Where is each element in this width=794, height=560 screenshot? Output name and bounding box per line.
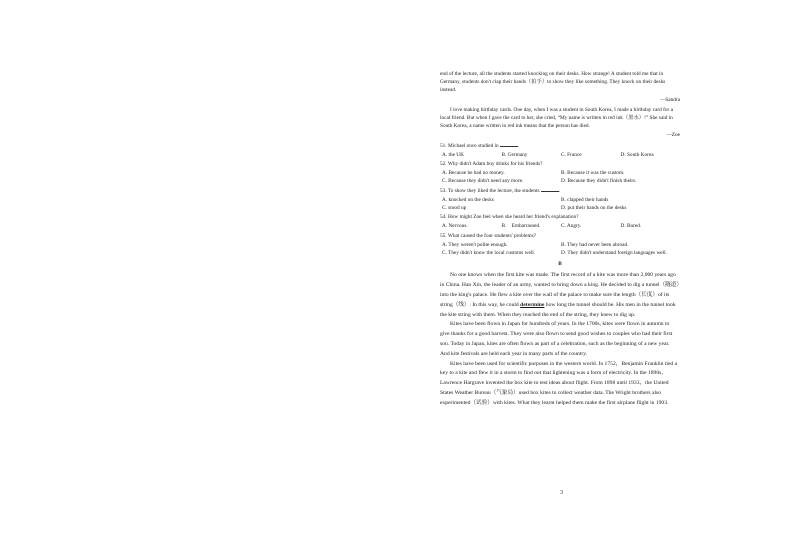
answer-option: D. They didn't understand foreign languages well.	[561, 250, 667, 257]
answer-option: B. They had never been abroad.	[561, 241, 629, 248]
answer-option: D. Bored.	[620, 223, 642, 230]
question-stem-text: 53. To show they liked the lecture, the students	[440, 187, 540, 194]
option-list	[440, 222, 680, 230]
passage-b-paragraph-2: Kites have been flown in Japan for hundreds of years. In the 1700s, kites were flown in autumn to give thanks for a good harvest. They were also flown to send good wishes to couples who had their first son. Today in Japan, kites are often flown as part of a celebration, such as the beginning of a new year. And kite festivals are held each year in many parts of the country.	[440, 321, 673, 357]
answer-option: A. Because he had no money.	[442, 170, 505, 177]
question-53	[440, 187, 680, 213]
option-list	[440, 196, 680, 212]
question-stem-text: 52. Why didn't Adam buy drinks for his friends?	[440, 161, 543, 168]
answer-option: C. stood up	[442, 205, 467, 212]
signature-sandra: —Sandra	[659, 96, 680, 103]
option-list	[440, 241, 680, 257]
answer-blank	[541, 187, 559, 192]
question-55	[440, 232, 680, 258]
passage-b-paragraph-1	[440, 271, 680, 320]
answer-option: A. knocked on the desks	[442, 196, 494, 203]
answer-option: D. Because they didn't finish theirs.	[561, 178, 637, 185]
passage-a-paragraph-1: end of the lecture, all the students started knocking on their desks. How strange! A student told me that in Germany, students don't clap their hands（拍手）to show they like something. They knock on their desks instead.	[440, 71, 666, 94]
answer-option: C. They didn't know the local customs well.	[442, 250, 536, 257]
question-stem-end: .	[558, 187, 561, 194]
passage-b-p1-text-before: No one knows when the first kite was made. The first record of a kite was more than 2,000 years ago in China. Han Xin, the leader of an army, wanted to bring down a king. He decided to dig a tunnel（隧道）into the king's palace. He flew a kite over the wall of the palace to make sure the length（长度）of its string（线）. In this way, he could	[440, 272, 680, 308]
answer-option: A. Nervous.	[442, 223, 468, 230]
section-b-label: B	[558, 261, 562, 268]
question-list	[440, 142, 680, 258]
option-list	[440, 169, 680, 185]
passage-b-paragraph-3: Kites have been used for scientific purposes in the western world. In 1752，Benjamin Franklin tied a key to a kite and flew it in a storm to find out that lightening was a form of electricity. In the 1890s，Lawrence Hargrave invented the box kite to test ideas about flight. From 1898 until 1933，the United States Weather Bureau（气象局）used box kites to collect weather data. The Wright brothers also experimented（试验）with kites. What they learnt helped them make the first airplane flight in 1903.	[440, 360, 678, 406]
question-stem	[440, 187, 680, 195]
exam-page	[440, 70, 680, 408]
question-stem-text: 55. What caused the four students' problems?	[440, 232, 537, 239]
question-stem-text: 51. Michael once studied in	[440, 142, 499, 149]
answer-option: C. Because they didn't need any more.	[442, 178, 524, 185]
question-stem	[440, 142, 680, 150]
answer-option: C. France	[561, 151, 582, 158]
answer-blank	[500, 142, 518, 147]
question-54	[440, 213, 680, 230]
answer-option: C. Angry.	[561, 223, 582, 230]
question-stem	[440, 160, 680, 168]
answer-option: D. put their hands on the desks	[561, 205, 627, 212]
signature-zoe: —Zoe	[666, 132, 680, 139]
answer-option: B. Germany	[501, 151, 528, 158]
question-stem-end: .	[518, 142, 520, 149]
answer-option: B. clapped their hands	[561, 196, 609, 203]
question-stem-text: 54. How might Zoe feel when she heard her friend's explanation?	[440, 214, 579, 221]
question-stem	[440, 213, 680, 221]
answer-option: A. the UK	[442, 151, 464, 158]
page-number: 3	[560, 490, 563, 496]
answer-option: A. They weren't polite enough.	[442, 241, 508, 248]
underlined-word-determine: determine	[520, 301, 545, 308]
passage-a-paragraph-2: I love making birthday cards. One day, when I was a student in South Korea, I made a birthday card for a local friend. But when I gave the card to her, she cried, “My name is written in red ink（墨水）!” She said in South Korea, a name written in red ink means that the person has died.	[440, 106, 673, 130]
question-stem	[440, 232, 680, 240]
answer-option: B. Because it was the custom.	[561, 170, 625, 177]
option-list	[440, 151, 680, 159]
answer-option: B. Embarrassed.	[501, 223, 541, 230]
passage-b	[440, 271, 680, 408]
question-51	[440, 142, 680, 159]
passage-b-p1-text-after: how long the tunnel should be. His men in the tunnel took the kite string with them. When they reached the end of the string, they knew to dig up.	[440, 301, 676, 318]
answer-option: D. South Korea	[620, 151, 654, 158]
question-52	[440, 160, 680, 186]
